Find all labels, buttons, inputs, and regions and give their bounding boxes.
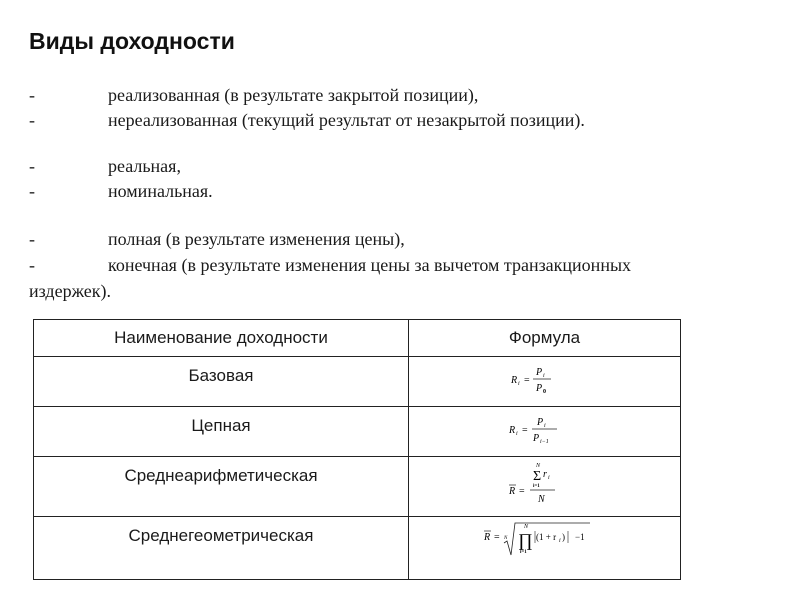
column-header-name: Наименование доходности	[34, 320, 409, 357]
list-dash: -	[29, 181, 35, 201]
formula-cell	[409, 357, 681, 407]
list-item-continuation: издержек).	[29, 281, 111, 301]
svg-text:N: N	[503, 536, 507, 541]
list-dash: -	[29, 110, 35, 130]
list-dash: -	[29, 85, 35, 105]
svg-text:N: N	[535, 463, 540, 469]
list-item-text: полная (в результате изменения цены),	[108, 229, 405, 249]
arithmetic-mean-formula	[505, 457, 585, 511]
column-header-formula: Формула	[409, 320, 681, 357]
list-item-text: реализованная (в результате закрытой позиции),	[108, 85, 479, 105]
formula-cell	[409, 517, 681, 580]
table-row	[34, 457, 681, 517]
svg-text:i: i	[517, 381, 520, 387]
svg-text:P: P	[535, 367, 542, 378]
yield-types-table	[33, 319, 681, 580]
svg-text:R: R	[508, 486, 515, 497]
list-dash: -	[29, 229, 35, 249]
svg-text:=: =	[493, 532, 500, 543]
svg-text:P: P	[535, 383, 542, 394]
svg-text:∏: ∏	[517, 530, 533, 550]
geometric-mean-formula	[480, 517, 610, 565]
svg-text:R: R	[508, 425, 515, 436]
list-dash: -	[29, 255, 35, 275]
svg-text:P: P	[532, 433, 539, 444]
svg-text:i: i	[542, 373, 545, 379]
svg-text:0: 0	[542, 389, 546, 395]
table-row	[34, 517, 681, 580]
svg-text:i: i	[558, 538, 561, 544]
svg-text:i: i	[543, 423, 546, 429]
svg-text:−1: −1	[574, 532, 585, 542]
svg-text:=: =	[523, 375, 530, 386]
list-item-text: номинальная.	[108, 181, 213, 201]
formula-cell	[409, 407, 681, 457]
yield-name-cell: Среднегеометрическая	[34, 517, 409, 580]
list-item-text: нереализованная (текущий результат от незакрытой позиции).	[108, 110, 585, 130]
chain-yield-formula	[505, 407, 585, 451]
list-item-text: конечная (в результате изменения цены за вычетом транзакционных	[108, 255, 632, 275]
formula-cell	[409, 457, 681, 517]
list-dash: -	[29, 156, 35, 176]
svg-text:i−1: i−1	[539, 439, 549, 445]
svg-text:=: =	[521, 425, 528, 436]
table-row	[34, 407, 681, 457]
svg-text:i: i	[547, 475, 550, 481]
list-item-text: реальная,	[108, 156, 181, 176]
table-row	[34, 357, 681, 407]
yield-name-cell: Среднеарифметическая	[34, 457, 409, 517]
svg-text:i: i	[515, 431, 518, 437]
svg-text:R: R	[510, 375, 517, 386]
svg-text:i=1: i=1	[519, 550, 527, 555]
svg-text:=: =	[518, 486, 525, 497]
table-header-row	[34, 320, 681, 357]
svg-text:(1 + r: (1 + r	[535, 532, 556, 542]
svg-text:N: N	[537, 494, 545, 505]
svg-text:Σ: Σ	[532, 469, 541, 484]
svg-text:N: N	[523, 524, 528, 530]
base-yield-formula	[505, 357, 585, 401]
svg-text:P: P	[536, 417, 543, 428]
yield-name-cell: Базовая	[34, 357, 409, 407]
svg-text:): )	[561, 532, 565, 542]
svg-text:r: r	[542, 469, 547, 480]
svg-text:R: R	[483, 532, 490, 543]
page-title: Виды доходности	[29, 28, 235, 54]
svg-text:i=1: i=1	[532, 484, 540, 489]
yield-name-cell: Цепная	[34, 407, 409, 457]
